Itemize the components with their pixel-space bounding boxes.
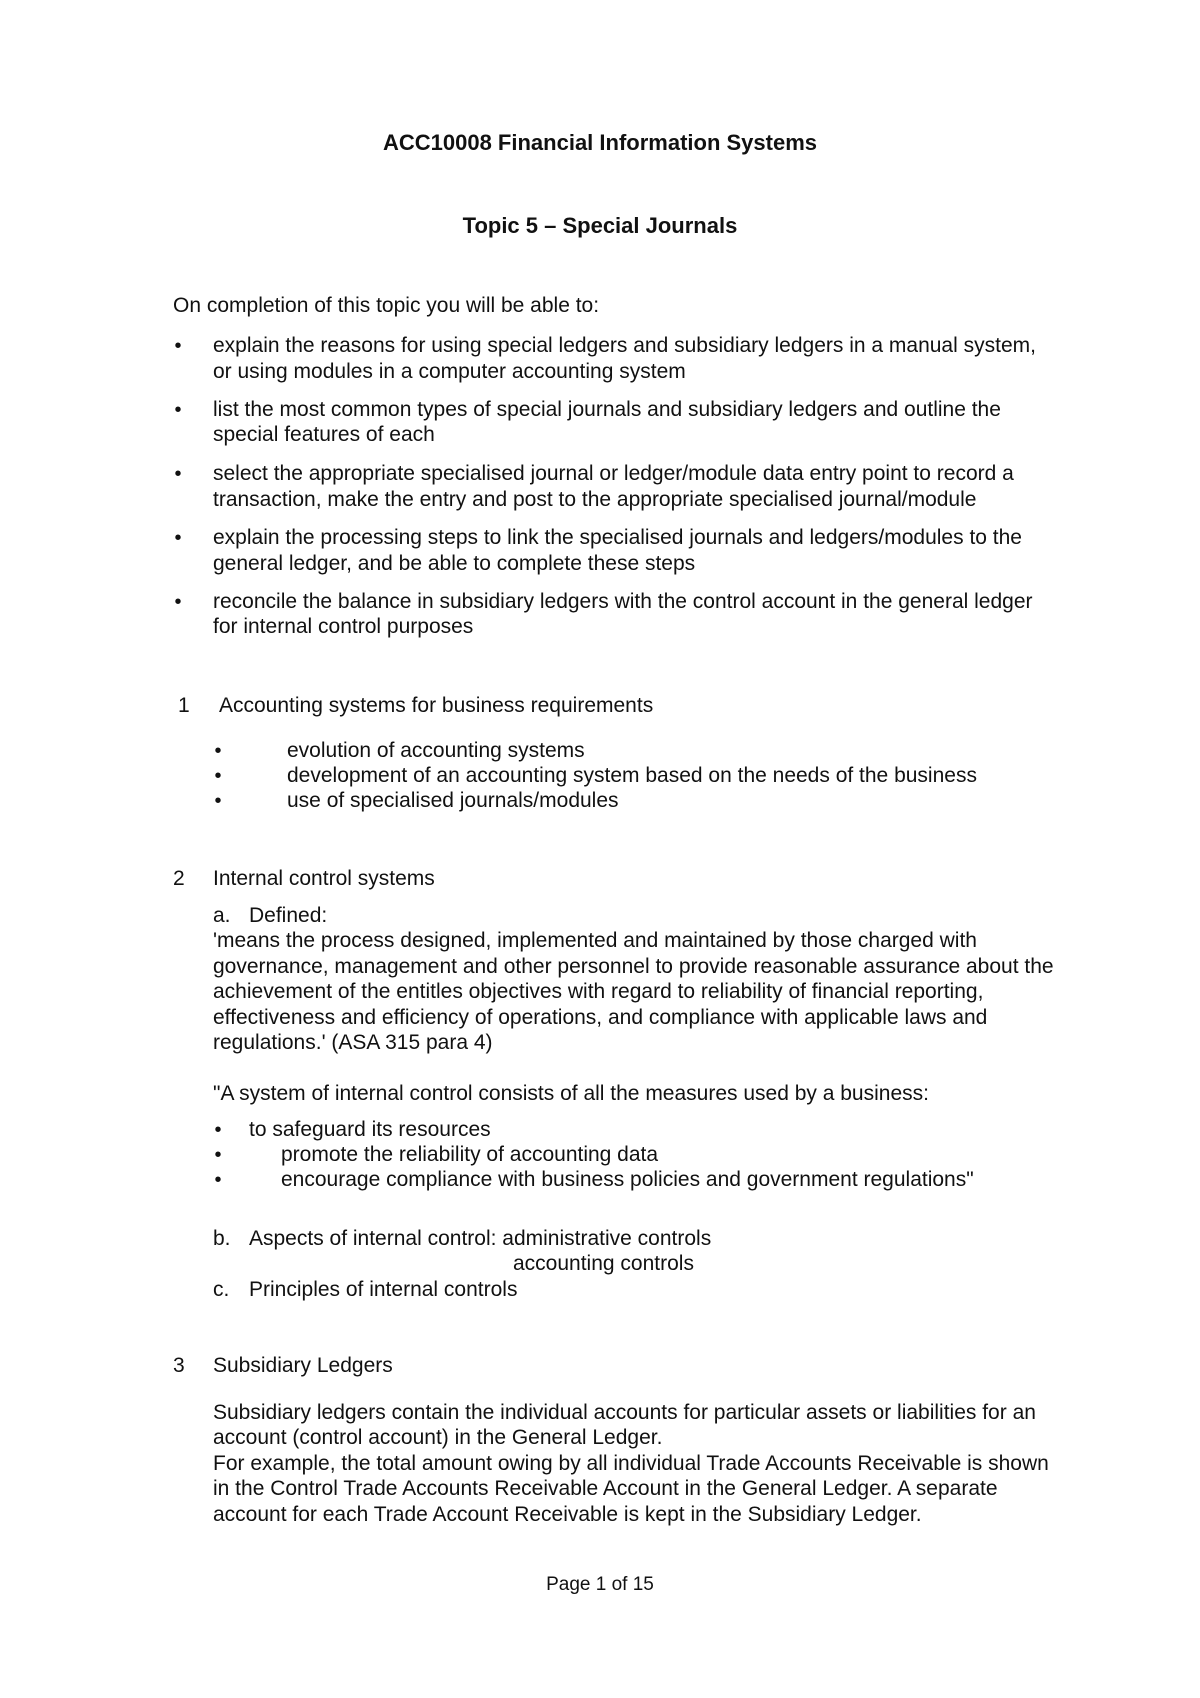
objective-1-line-2: or using modules in a computer accounting system (213, 360, 686, 383)
section-2b-text: Aspects of internal control: administrative controls (249, 1227, 712, 1250)
section-3-para-line-1: Subsidiary ledgers contain the individual accounts for particular assets or liabilities for an (213, 1401, 1036, 1424)
bullet-icon (212, 763, 224, 789)
quote-item-3: encourage compliance with business policies and government regulations" (281, 1168, 974, 1191)
section-3-para-line-5: account for each Trade Account Receivable is kept in the Subsidiary Ledger. (213, 1503, 922, 1526)
quote-item-2: promote the reliability of accounting data (281, 1143, 659, 1166)
bullet-icon (212, 788, 224, 814)
section-2c-label: c. (213, 1278, 230, 1301)
section-3-para-line-2: account (control account) in the General Ledger. (213, 1426, 663, 1449)
section-2b-text-continued: accounting controls (513, 1252, 694, 1275)
section-3-number: 3 (173, 1354, 185, 1377)
section-2a-title: Defined: (249, 904, 328, 927)
course-title: ACC10008 Financial Information Systems (382, 130, 818, 155)
section-1-item-2: development of an accounting system based on the needs of the business (287, 764, 977, 787)
section-2-heading: Internal control systems (213, 867, 435, 890)
section-3-para-line-4: in the Control Trade Accounts Receivable Account in the General Ledger. A separate (213, 1477, 998, 1500)
section-3-heading: Subsidiary Ledgers (213, 1354, 393, 1377)
bullet-icon (172, 461, 184, 487)
objective-2-line-1: list the most common types of special journals and subsidiary ledgers and outline the (213, 398, 1001, 421)
definition-line-2: governance, management and other personnel to provide reasonable assurance about the (213, 955, 1054, 978)
section-1-item-1: evolution of accounting systems (287, 739, 585, 762)
objective-5-line-2: for internal control purposes (213, 615, 474, 638)
bullet-icon (172, 589, 184, 615)
definition-line-3: achievement of the entitles objectives with regard to reliability of financial reporting, (213, 980, 984, 1003)
objective-1-line-1: explain the reasons for using special ledgers and subsidiary ledgers in a manual system, (213, 334, 1036, 357)
objective-3-line-1: select the appropriate specialised journal or ledger/module data entry point to record a (213, 462, 1014, 485)
definition-line-5: regulations.' (ASA 315 para 4) (213, 1031, 493, 1054)
bullet-icon (212, 1142, 224, 1168)
section-2c-text: Principles of internal controls (249, 1278, 518, 1301)
section-3-para-line-3: For example, the total amount owing by all individual Trade Accounts Receivable is shown (213, 1452, 1049, 1475)
topic-title: Topic 5 – Special Journals (462, 213, 738, 238)
section-2-number: 2 (173, 867, 185, 890)
definition-line-1: 'means the process designed, implemented and maintained by those charged with (213, 929, 977, 952)
bullet-icon (172, 333, 184, 359)
section-1-item-3: use of specialised journals/modules (287, 789, 619, 812)
bullet-icon (212, 738, 224, 764)
objective-3-line-2: transaction, make the entry and post to the appropriate specialised journal/module (213, 488, 977, 511)
section-1-number: 1 (178, 694, 190, 717)
bullet-icon (212, 1167, 224, 1193)
section-1-heading: Accounting systems for business requirements (219, 694, 654, 717)
quote-intro: "A system of internal control consists of all the measures used by a business: (213, 1082, 929, 1105)
bullet-icon (212, 1117, 224, 1143)
section-2b-label: b. (213, 1227, 231, 1250)
objective-5-line-1: reconcile the balance in subsidiary ledgers with the control account in the general ledger (213, 590, 1033, 613)
objective-2-line-2: special features of each (213, 423, 435, 446)
objectives-intro: On completion of this topic you will be able to: (173, 294, 600, 317)
objective-4-line-2: general ledger, and be able to complete these steps (213, 552, 696, 575)
objective-4-line-1: explain the processing steps to link the specialised journals and ledgers/modules to the (213, 526, 1022, 549)
bullet-icon (172, 397, 184, 423)
page-footer: Page 1 of 15 (546, 1574, 654, 1595)
quote-item-1: to safeguard its resources (249, 1118, 491, 1141)
definition-line-4: effectiveness and efficiency of operations, and compliance with applicable laws and (213, 1006, 988, 1029)
bullet-icon (172, 525, 184, 551)
section-2a-label: a. (213, 904, 231, 927)
